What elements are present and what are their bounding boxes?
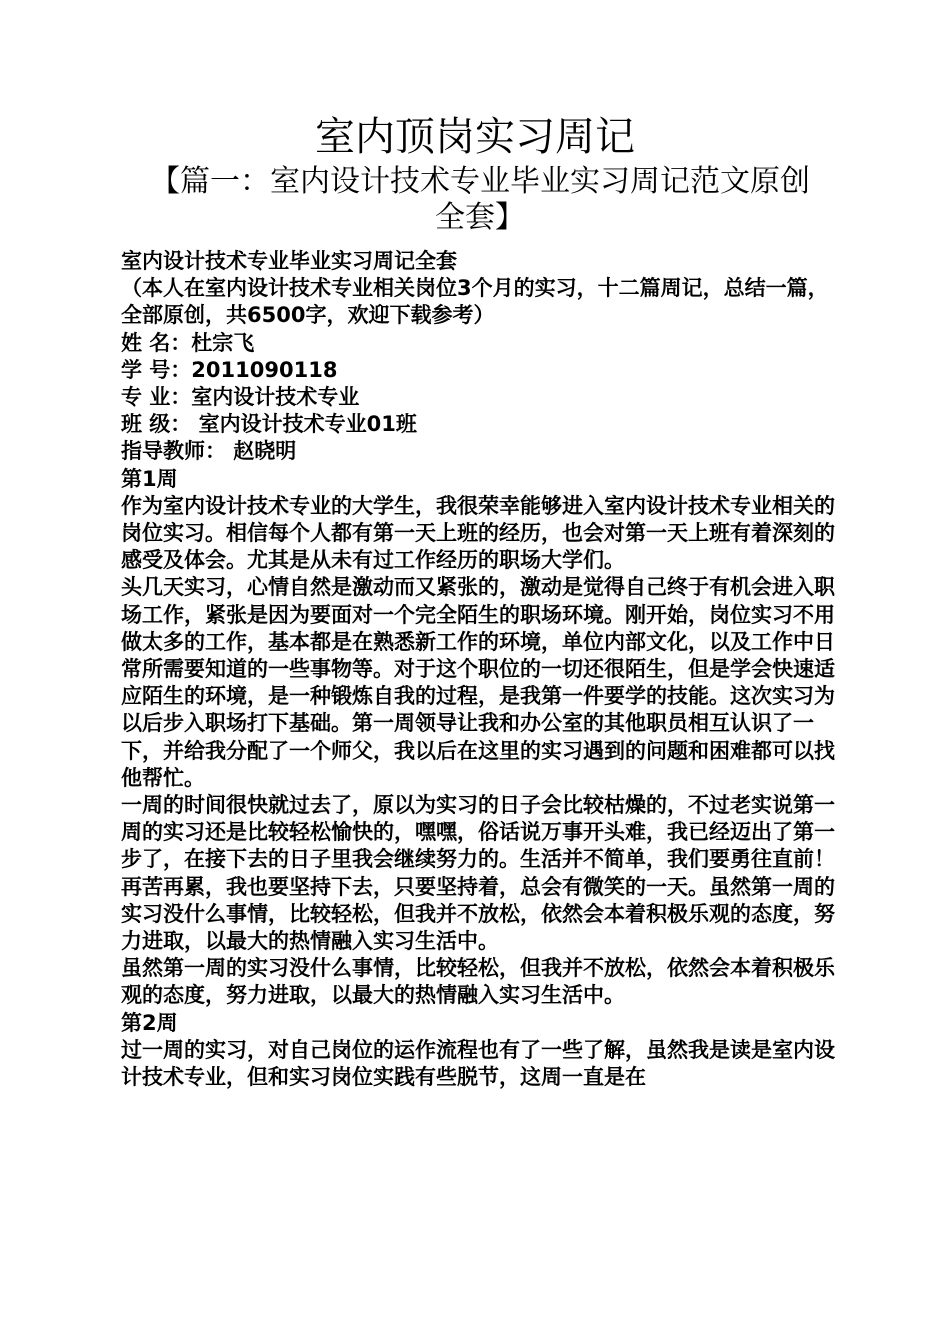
document-title: 室内顶岗实习周记	[315, 114, 635, 160]
info-class: 班 级： 室内设计技术专业01班	[121, 412, 417, 437]
section-heading: 室内设计技术专业毕业实习周记全套	[121, 249, 457, 273]
info-advisor: 指导教师： 赵晓明	[121, 439, 297, 464]
document-body	[116, 248, 840, 1091]
week-1-paragraph: 头几天实习，心情自然是激动而又紧张的，激动是觉得自己终于有机会进入职场工作，紧张是因为要面对一个完全陌生的职场环境。刚开始，岗位实习不用做太多的工作，基本都是在熟悉新工作的环境，单位内部文化，以及工作中日常所需要知道的一些事物等。对于这个职位的一切还很陌生，但是学会快速适应陌生的环境，是一种锻炼自我的过程，是我第一件要学的技能。这次实习为以后步入职场打下基础。第一周领导让我和办公室的其他职员相互认识了一下，并给我分配了一个师父，我以后在这里的实习遇到的问题和困难都可以找他帮忙。	[121, 575, 835, 790]
week-1-paragraph: 一周的时间很快就过去了，原以为实习的日子会比较枯燥的，不过老实说第一周的实习还是比较轻松愉快的，嘿嘿，俗话说万事开头难，我已经迈出了第一步了，在接下去的日子里我会继续努力的。生活并不简单，我们要勇往直前！再苦再累，我也要坚持下去，只要坚持着，总会有微笑的一天。虽然第一周的实习没什么事情，比较轻松，但我并不放松，依然会本着积极乐观的态度，努力进取，以最大的热情融入实习生活中。	[121, 793, 835, 954]
intro-note: （本人在室内设计技术专业相关岗位3个月的实习，十二篇周记，总结一篇，全部原创，共6500字，欢迎下载参考）	[121, 276, 829, 328]
week-1-label: 第1周	[121, 466, 178, 491]
week-1-paragraph: 虽然第一周的实习没什么事情，比较轻松，但我并不放松，依然会本着积极乐观的态度，努力进取，以最大的热情融入实习生活中。	[121, 956, 835, 1008]
document-subtitle: 【篇一：室内设计技术专业毕业实习周记范文原创全套】	[150, 164, 810, 235]
week-1-paragraph: 作为室内设计技术专业的大学生，我很荣幸能够进入室内设计技术专业相关的岗位实习。相信每个人都有第一天上班的经历，也会对第一天上班有着深刻的感受及体会。尤其是从未有过工作经历的职场大学们。	[121, 493, 835, 573]
info-major: 专 业：室内设计技术专业	[121, 385, 360, 410]
week-2-label: 第2周	[121, 1010, 178, 1035]
info-name: 姓 名：杜宗飞	[121, 330, 255, 355]
week-2-paragraph: 过一周的实习，对自己岗位的运作流程也有了一些了解，虽然我是读是室内设计技术专业，但和实习岗位实践有些脱节，这周一直是在	[121, 1037, 835, 1090]
info-student-id: 学 号：2011090118	[121, 357, 338, 382]
